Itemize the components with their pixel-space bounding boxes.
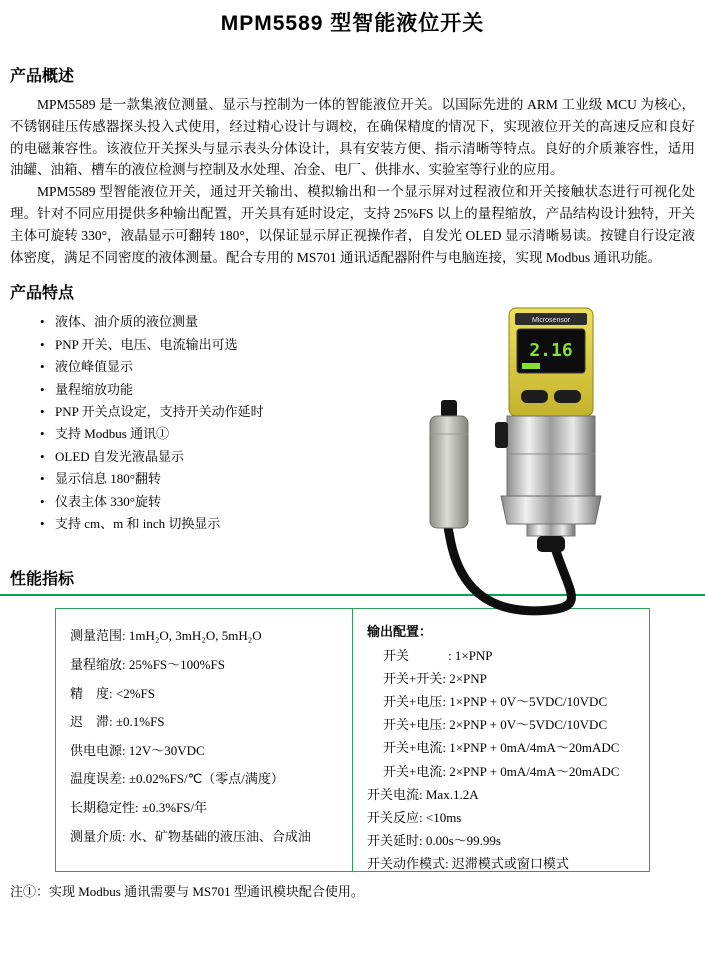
thread-collar <box>527 524 575 536</box>
spec-line-accuracy: 精 度: <2%FS <box>70 685 155 701</box>
spec-line-power-supply: 供电电源: 12V～30VDC <box>70 742 205 758</box>
hex-nut <box>501 496 601 524</box>
display-reading: 2.16 <box>529 340 573 361</box>
feature-item: • PNP 开关、电压、电流输出可选 <box>40 334 380 356</box>
feature-item: • 显示信息 180°翻转 <box>40 468 380 490</box>
output-config-option: 开关+开关: 2×PNP <box>383 670 487 686</box>
output-config-option: 开关+电压: 2×PNP + 0V～5VDC/10VDC <box>383 717 608 733</box>
output-config-option: 开关+电流: 1×PNP + 0mA/4mA～20mADC <box>383 740 620 756</box>
device-button-right <box>554 390 581 403</box>
spec-line-range-scaling: 量程缩放: 25%FS～100%FS <box>70 656 225 672</box>
section-overview <box>10 63 695 268</box>
overview-heading: 产品概述 <box>10 68 75 85</box>
spec-table <box>55 608 650 872</box>
feature-item: • 支持 cm、m 和 inch 切换显示 <box>40 513 380 535</box>
footnote: 注①：实现 Modbus 通讯需要与 MS701 型通讯模块配合使用。 <box>10 884 364 900</box>
feature-item: • OLED 自发光液晶显示 <box>40 446 380 468</box>
overview-paragraph-2: MPM5589 型智能液位开关，通过开关输出、模拟输出和一个显示屏对过程液位和开关接触状态进行可视化处理。针对不同应用提供多种输出配置，开关具有延时设定，支持 25%FS 以上的量程缩放，产品结构设计独特，开关主体可旋转 330°，液晶显示可翻转 180°，以保证显示屏正视操作者，自发光 OLED 显示清晰易读。按键自行设定液体密度，满足不同密度的液体测量。配合专用的 MS701 通讯适配器附件与电脑连接，实现 Modbus 通讯功能。 <box>10 184 695 265</box>
spec-column-left <box>56 609 352 871</box>
cable-gland <box>537 536 565 552</box>
device-body <box>507 416 595 496</box>
level-switch-illustration <box>385 302 680 620</box>
spec-line-switch-current: 开关电流: Max.1.2A <box>367 786 479 802</box>
feature-item: • 量程缩放功能 <box>40 379 380 401</box>
product-photo <box>385 302 680 620</box>
page-title: MPM5589 型智能液位开关 <box>220 12 485 35</box>
feature-item: • 支持 Modbus 通讯① <box>40 423 380 445</box>
output-config-option: 开关+电流: 2×PNP + 0mA/4mA～20mADC <box>383 763 620 779</box>
output-config-option: 开关 : 1×PNP <box>383 647 493 663</box>
side-knob <box>495 422 508 448</box>
features-heading: 产品特点 <box>10 285 75 303</box>
brand-label: Microsensor <box>531 317 571 324</box>
spec-line-stability: 长期稳定性: ±0.3%FS/年 <box>70 799 208 815</box>
output-config-heading: 输出配置： <box>367 624 433 640</box>
spec-line-switch-mode: 开关动作模式: 迟滞模式或窗口模式 <box>367 856 569 872</box>
feature-list <box>10 311 380 535</box>
display-bar-indicator <box>522 363 540 369</box>
feature-item: • 液位峰值显示 <box>40 356 380 378</box>
output-config-option: 开关+电压: 1×PNP + 0V～5VDC/10VDC <box>383 693 608 709</box>
spec-line-temp-error: 温度误差: ±0.02%FS/℃（零点/满度） <box>70 771 284 787</box>
spec-column-right <box>352 609 649 871</box>
feature-item: • PNP 开关点设定，支持开关动作延时 <box>40 401 380 423</box>
spec-line-switch-response: 开关反应: <10ms <box>367 810 462 825</box>
feature-item: • 液体、油介质的液位测量 <box>40 311 380 333</box>
overview-paragraph-1: MPM5589 是一款集液位测量、显示与控制为一体的智能液位开关。以国际先进的 ARM 工业级 MCU 为核心，不锈钢硅压传感器探头投入式使用，经过精心设计与调校，在确保精度的情况下，实现液位开关的高速反应和良好的电磁兼容性。该液位开关探头与显示表头分体设计，具有安装方便、指示清晰等特点。良好的介质兼容性，适用油罐、油箱、槽车的液位检测与控制及水处理、冶金、电厂、供排水、实验室等行业的应用。 <box>10 97 695 178</box>
specs-heading: 性能指标 <box>10 571 75 589</box>
spec-line-media: 测量介质: 水、矿物基础的液压油、合成油 <box>70 828 311 844</box>
spec-line-hysteresis: 迟 滞: ±0.1%FS <box>70 714 165 730</box>
display-head <box>495 308 601 552</box>
device-button-left <box>521 390 548 403</box>
feature-item: • 仪表主体 330°旋转 <box>40 491 380 513</box>
sensor-probe <box>430 400 468 528</box>
spec-line-measuring-range: 测量范围: 1mH₂O, 3mH₂O, 5mH₂O <box>70 628 262 644</box>
spec-line-switch-delay: 开关延时: 0.00s～99.99s <box>367 833 501 849</box>
